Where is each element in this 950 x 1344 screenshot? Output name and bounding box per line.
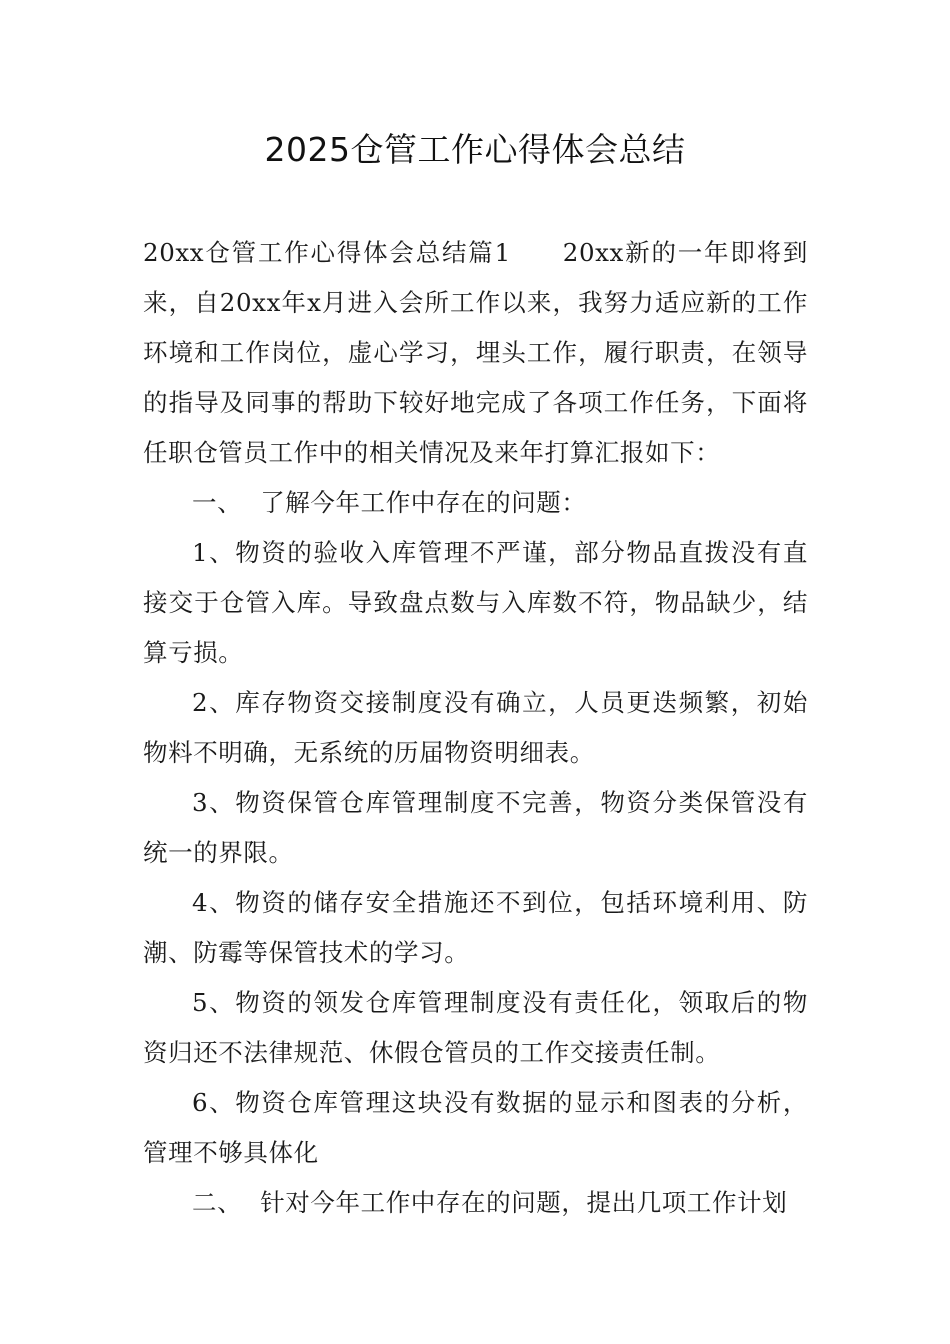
list-item: 3、物资保管仓库管理制度不完善，物资分类保管没有统一的界限。 xyxy=(143,788,808,867)
section-title: 针对今年工作中存在的问题，提出几项工作计划 xyxy=(260,1188,788,1217)
list-item: 4、物资的储存安全措施还不到位，包括环境利用、防潮、防霉等保管技术的学习。 xyxy=(143,888,808,967)
list-item: 1、物资的验收入库管理不严谨，部分物品直拨没有直接交于仓管入库。导致盘点数与入库数不符，物品缺少，结算亏损。 xyxy=(143,538,808,667)
document-title: 2025仓管工作心得体会总结 xyxy=(264,130,686,169)
intro-paragraph xyxy=(143,228,808,478)
intro-text: 20xx新的一年即将到来，自20xx年x月进入会所工作以来，我努力适应新的工作环境和工作岗位，虚心学习，埋头工作，履行职责，在领导的指导及同事的帮助下较好地完成了各项工作任务，下面将任职仓管员工作中的相关情况及来年打算汇报如下： xyxy=(143,238,808,467)
list-item: 6、物资仓库管理这块没有数据的显示和图表的分析，管理不够具体化 xyxy=(143,1088,808,1167)
list-item: 2、库存物资交接制度没有确立，人员更迭频繁，初始物料不明确，无系统的历届物资明细表。 xyxy=(143,688,808,767)
document-body xyxy=(143,228,808,1228)
section-heading-1 xyxy=(143,478,808,528)
section-number: 一、 xyxy=(192,488,243,517)
section-title: 了解今年工作中存在的问题： xyxy=(260,488,587,517)
list-item: 5、物资的领发仓库管理制度没有责任化，领取后的物资归还不法律规范、休假仓管员的工作交接责任制。 xyxy=(143,988,808,1067)
intro-heading: 20xx仓管工作心得体会总结篇1 xyxy=(143,238,511,267)
section-heading-2 xyxy=(143,1178,808,1228)
section-number: 二、 xyxy=(192,1188,243,1217)
